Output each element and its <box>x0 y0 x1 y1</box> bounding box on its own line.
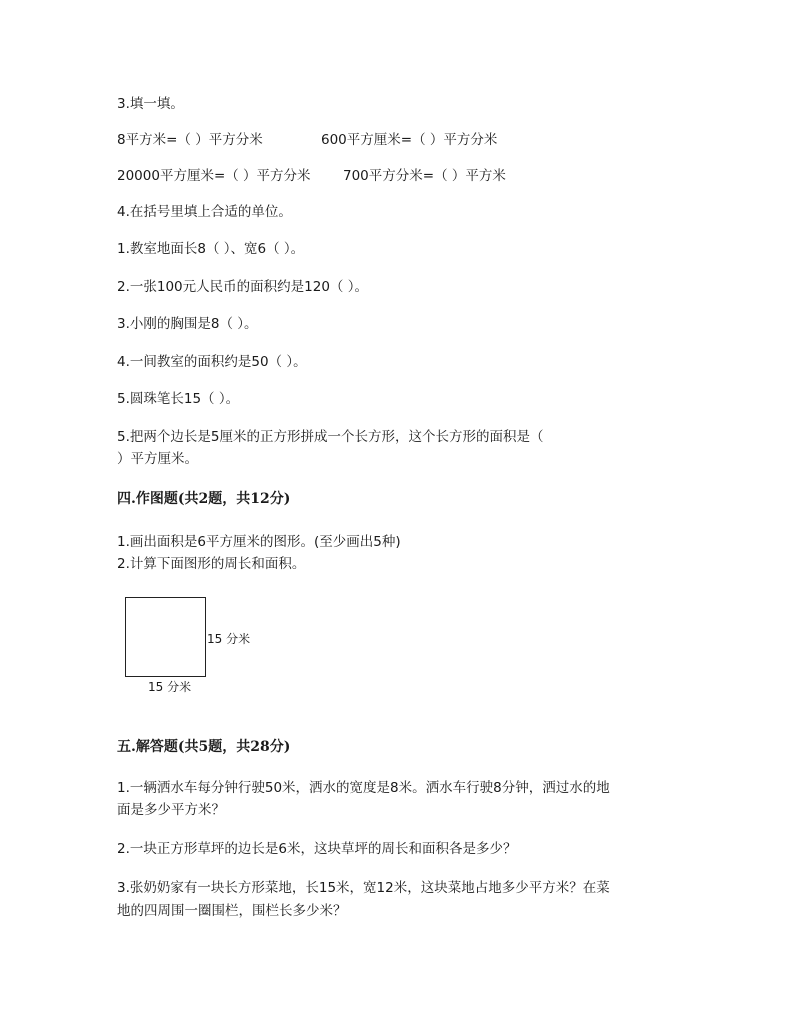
q3-row1-right: 600平方厘米=（ ）平方分米 <box>321 132 498 148</box>
q4-item-4: 4.一间教室的面积约是50（ ）。 <box>117 354 307 370</box>
q4-item-2: 2.一张100元人民币的面积约是120（ ）。 <box>117 279 368 295</box>
question-3-title: 3.填一填。 <box>117 96 184 112</box>
question-5-line-2: ）平方厘米。 <box>117 451 198 467</box>
q3-row2-left: 20000平方厘米=（ ）平方分米 <box>117 168 311 184</box>
section-5-heading: 五.解答题(共5题，共28分) <box>117 739 291 755</box>
s5-question-3-line-1: 3.张奶奶家有一块长方形菜地，长15米，宽12米，这块菜地占地多少平方米？在菜 <box>117 880 610 896</box>
s5-question-1-line-2: 面是多少平方米？ <box>117 802 225 818</box>
s4-question-2: 2.计算下面图形的周长和面积。 <box>117 556 306 572</box>
s5-question-1-line-1: 1.一辆洒水车每分钟行驶50米，洒水的宽度是8米。洒水车行驶8分钟，洒过水的地 <box>117 780 610 796</box>
section-4-heading: 四.作图题(共2题，共12分) <box>117 491 291 507</box>
square-figure <box>117 590 277 700</box>
q4-item-1: 1.教室地面长8（ ）、宽6（ ）。 <box>117 241 305 257</box>
s5-question-2: 2.一块正方形草坪的边长是6米，这块草坪的周长和面积各是多少？ <box>117 841 517 857</box>
q4-item-3: 3.小刚的胸围是8（ ）。 <box>117 316 258 332</box>
square-bottom-side-label: 15 分米 <box>148 680 192 694</box>
q3-row2-right: 700平方分米=（ ）平方米 <box>343 168 506 184</box>
question-5-line-1: 5.把两个边长是5厘米的正方形拼成一个长方形，这个长方形的面积是（ <box>117 429 544 445</box>
q3-row1-left: 8平方米=（ ）平方分米 <box>117 132 263 148</box>
s4-question-1: 1.画出面积是6平方厘米的图形。(至少画出5种) <box>117 534 401 550</box>
square-right-side-label: 15 分米 <box>207 632 251 646</box>
q4-item-5: 5.圆珠笔长15（ ）。 <box>117 391 240 407</box>
question-4-title: 4.在括号里填上合适的单位。 <box>117 204 292 220</box>
square-shape <box>125 597 206 677</box>
s5-question-3-line-2: 地的四周围一圈围栏，围栏长多少米？ <box>117 903 347 919</box>
